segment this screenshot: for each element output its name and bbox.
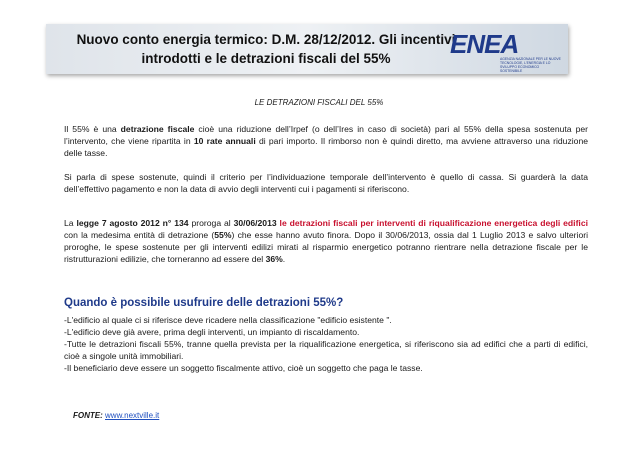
- source-link[interactable]: www.nextville.it: [105, 411, 160, 420]
- para1-text-a: Il 55% è una: [64, 124, 121, 134]
- footer-label: FONTE:: [73, 411, 103, 420]
- question-heading: Quando è possibile usufruire delle detrazioni 55%?: [64, 297, 344, 309]
- para3-red-detrazioni: le detrazioni fiscali per interventi di riqualificazione energetica degli edifici: [276, 218, 588, 228]
- enea-logo: [450, 29, 560, 71]
- section-title-text: LE DETRAZIONI FISCALI DEL 55%: [254, 98, 384, 107]
- paragraph-detrazione: [64, 123, 588, 159]
- para3-text-f: con la medesima entità di detrazione (: [64, 230, 215, 240]
- title-banner: [46, 24, 568, 74]
- para3-bold-data: 30/06/2013: [233, 218, 277, 228]
- bullet-item: -Il beneficiario deve essere un soggetto fiscalmente attivo, cioè un soggetto che paga le tasse.: [64, 363, 423, 373]
- para3-bold-legge: legge 7 agosto 2012 n° 134: [76, 218, 189, 228]
- logo-subtext: AGENZIA NAZIONALE PER LE NUOVE TECNOLOGIE, L'ENERGIA E LO SVILUPPO ECONOMICO SOSTENIBILE: [500, 57, 561, 73]
- paragraph-spese: Si parla di spese sostenute, quindi il criterio per l’individuazione temporale dell’intervento è quello di cassa. Si guarderà la data dell’effettivo pagamento e non la data di avvio degli interventi cui i pagamenti si riferiscono.: [64, 172, 588, 194]
- para3-bold-55: 55%: [214, 230, 232, 240]
- para1-bold-detrazione: detrazione fiscale: [120, 124, 195, 134]
- page-title: [66, 30, 466, 68]
- para3-text-c: proroga al: [188, 218, 234, 228]
- page-title-line-2: introdotti e le detrazioni fiscali del 55%: [141, 51, 391, 66]
- page-title-line-1: Nuovo conto energia termico: D.M. 28/12/2012. Gli incentivi: [76, 32, 456, 47]
- bullet-item: -Tutte le detrazioni fiscali 55%, tranne quella prevista per la riqualificazione energetica, si riferiscono sia ad edifici che a parti di edifici, cioè a singole unità immobiliari.: [64, 339, 588, 361]
- paragraph-legge: [64, 217, 588, 265]
- para1-text-e: di pari importo. Il rimborso non è quindi diretto, ma avviene attraverso una riduzione delle tasse.: [64, 136, 588, 158]
- bullet-item: -L'edificio deve già avere, prima degli interventi, un impianto di riscaldamento.: [64, 327, 360, 337]
- para3-text-a: La: [64, 218, 77, 228]
- para3-text-j: .: [282, 254, 286, 264]
- bullet-item: -L'edificio al quale ci si riferisce deve ricadere nella classificazione "edificio esistente ".: [64, 315, 392, 325]
- footer-source: [73, 411, 159, 420]
- section-title: [0, 92, 638, 110]
- bullet-list: [64, 314, 588, 374]
- para3-bold-36: 36%: [265, 254, 283, 264]
- logo-text: ENEA: [450, 29, 519, 59]
- para3-text-h: ) che esse hanno avuto finora. Dopo il 30/06/2013, ossia dal 1 Luglio 2013 e salvo ulteriori proroghe, le spese sostenute per gli interventi edilizi mirati al risparmio energetico potranno rientrare nella detrazione fiscale per le ristrutturazioni edilizie, che torneranno ad essere del: [64, 230, 588, 264]
- para1-bold-rate: 10 rate annuali: [193, 136, 256, 146]
- para1-text-c: cioè una riduzione dell’Irpef (o dell’Ires in caso di società) pari al 55% della spesa sostenuta per l’intervento, che viene ripartita in: [64, 124, 588, 146]
